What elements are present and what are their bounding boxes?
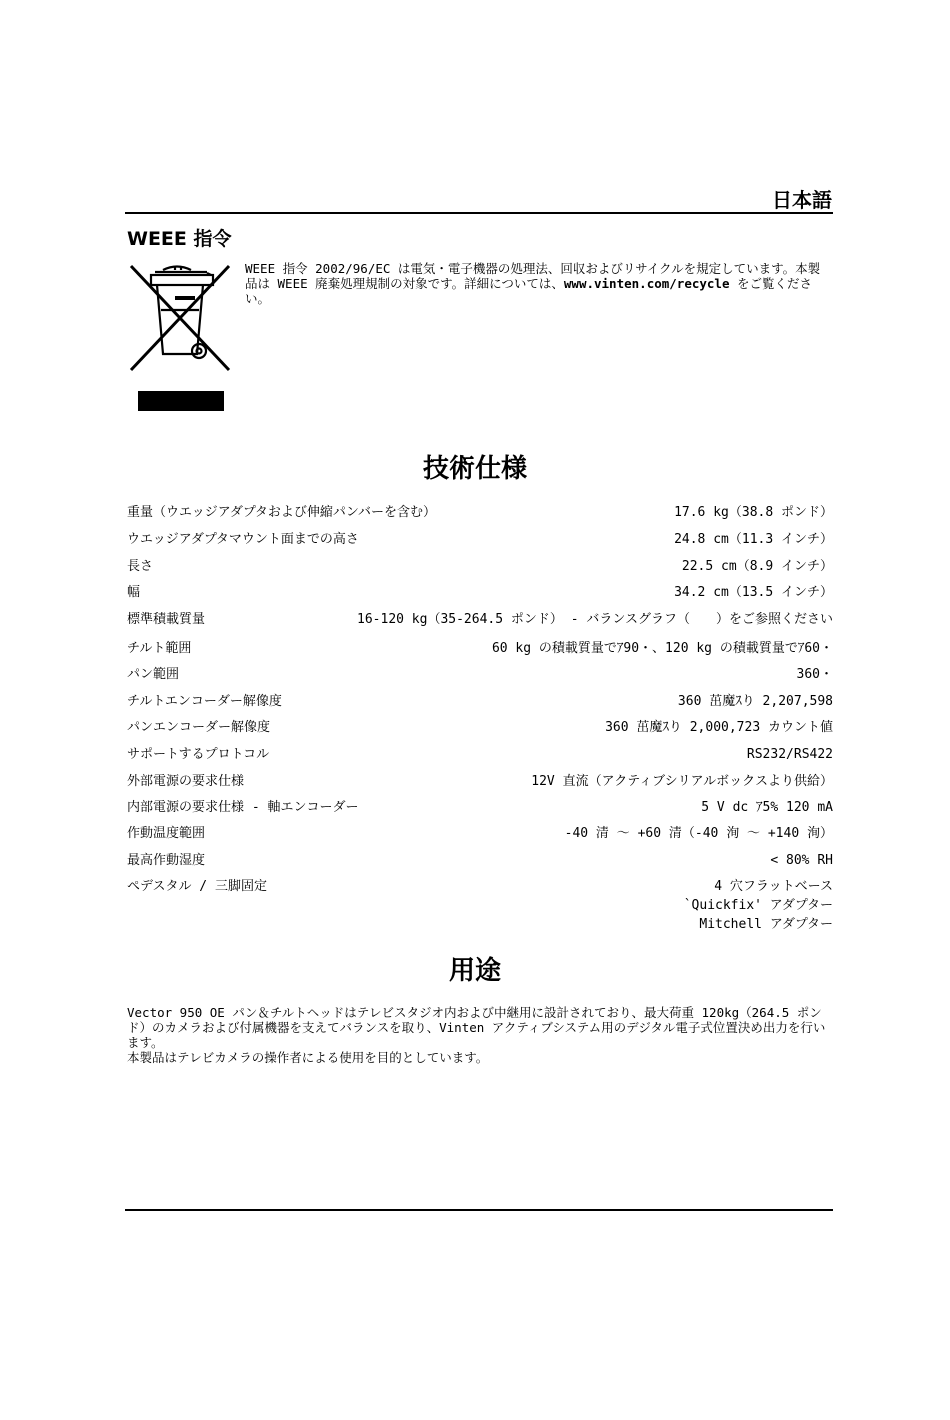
spec-label: 標準積載質量 [127,612,206,627]
language-label: 日本語 [772,188,832,212]
spec-label: 外部電源の要求仕様 [127,774,245,789]
weee-text-part1: WEEE 指令 2002/96/EC は電気・電子機器の処理法、回収およびリサイクルを規定しています。本製品は WEEE 廃棄処理規制の対象です。詳細については、 [245,261,821,291]
spec-label: ウエッジアダプタマウント面までの高さ [127,532,359,547]
spec-value: 22.5 cm（8.9 インチ） [681,559,833,574]
spec-value: 4 穴フラットベース [714,879,833,894]
spec-label: チルト範囲 [127,641,192,656]
spec-value: 360 茁魔ｽり 2,207,598 [677,694,833,709]
spec-value: 16-120 kg（35-264.5 ポンド） - バランスグラフ（ ）をご参照ください [357,612,833,627]
specifications-title: 技術仕様 [422,454,527,484]
spec-label: 内部電源の要求仕様 - 軸エンコーダー [127,800,359,815]
spec-value: 360・ [796,667,833,682]
usage-paragraph: Vector 950 OE パン＆チルトヘッドはテレビスタジオ内および中継用に設計されており、最大荷重 120kg（264.5 ポンド）のカメラおよび付属機器を支えてバランスを取り、Vinten アクティブシステム用のデジタル電子式位置決め出力を行います。 [127,1005,826,1050]
weee-heading: WEEE 指令 [127,228,232,250]
spec-value-extra: Mitchell アダプター [699,917,833,932]
weee-marking-bar [138,391,224,411]
spec-value: 17.6 kg（38.8 ポンド） [674,505,833,520]
spec-value: 34.2 cm（13.5 インチ） [674,585,833,600]
spec-label: チルトエンコーダー解像度 [127,694,282,709]
spec-value: 360 茁魔ｽり 2,000,723 カウント値 [605,720,833,735]
spec-label: 最高作動湿度 [127,853,206,868]
spec-value: 5 V dc ｱ5% 120 mA [701,800,833,815]
spec-label: 長さ [127,559,154,574]
crossed-out-wheelie-bin-icon [125,262,235,374]
spec-value: RS232/RS422 [746,747,833,762]
weee-description [245,261,830,306]
bottom-divider [125,1209,833,1211]
spec-value: < 80% RH [770,853,833,868]
spec-label: パンエンコーダー解像度 [127,720,271,735]
usage-paragraph: 本製品はテレビカメラの操作者による使用を目的としています。 [127,1050,489,1065]
spec-label: 重量（ウエッジアダプタおよび伸縮パンバーを含む） [127,505,437,520]
spec-label: サポートするプロトコル [127,747,270,762]
spec-value: 60 kg の積載質量でｱ90・、120 kg の積載質量でｱ60・ [491,641,833,656]
usage-description [127,1005,833,1065]
spec-label: ペデスタル / 三脚固定 [127,879,267,894]
spec-value: -40 清 ～ +60 清（-40 洵 ～ +140 洵） [564,826,833,841]
spec-label: パン範囲 [127,667,180,682]
usage-title: 用途 [448,956,501,986]
recycle-link[interactable]: www.vinten.com/recycle [563,276,730,291]
spec-value: 24.8 cm（11.3 インチ） [674,532,833,547]
spec-label: 作動温度範囲 [127,826,206,841]
top-divider [125,212,833,214]
weee-text-part2: をご覧ください。 [245,276,813,306]
spec-value-extra: `Quickfix' アダプター [683,898,833,913]
spec-value: 12V 直流（アクティブシリアルボックスより供給） [531,774,833,789]
spec-label: 幅 [127,585,141,600]
